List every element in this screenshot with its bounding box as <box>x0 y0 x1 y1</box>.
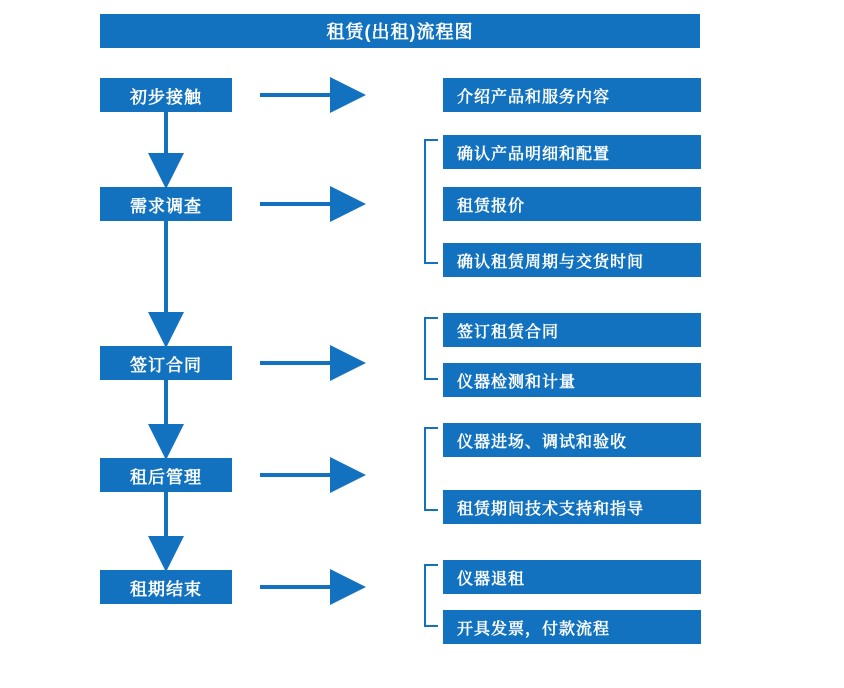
detail-box[interactable]: 仪器退租 <box>443 560 701 594</box>
group-bracket <box>424 317 438 380</box>
chart-title: 租赁(出租)流程图 <box>100 14 700 48</box>
stage-box[interactable]: 签订合同 <box>100 346 232 380</box>
detail-box[interactable]: 介绍产品和服务内容 <box>443 78 701 112</box>
stage-box[interactable]: 租后管理 <box>100 458 232 492</box>
detail-box[interactable]: 仪器检测和计量 <box>443 363 701 397</box>
detail-box[interactable]: 确认租赁周期与交货时间 <box>443 243 701 277</box>
detail-box[interactable]: 租赁期间技术支持和指导 <box>443 490 701 524</box>
group-bracket <box>424 139 438 264</box>
detail-box[interactable]: 租赁报价 <box>443 187 701 221</box>
group-bracket <box>424 427 438 511</box>
stage-box[interactable]: 初步接触 <box>100 78 232 112</box>
detail-box[interactable]: 开具发票，付款流程 <box>443 610 701 644</box>
stage-box[interactable]: 租期结束 <box>100 570 232 604</box>
group-bracket <box>424 564 438 627</box>
detail-box[interactable]: 仪器进场、调试和验收 <box>443 423 701 457</box>
detail-box[interactable]: 签订租赁合同 <box>443 313 701 347</box>
stage-box[interactable]: 需求调查 <box>100 187 232 221</box>
detail-box[interactable]: 确认产品明细和配置 <box>443 135 701 169</box>
